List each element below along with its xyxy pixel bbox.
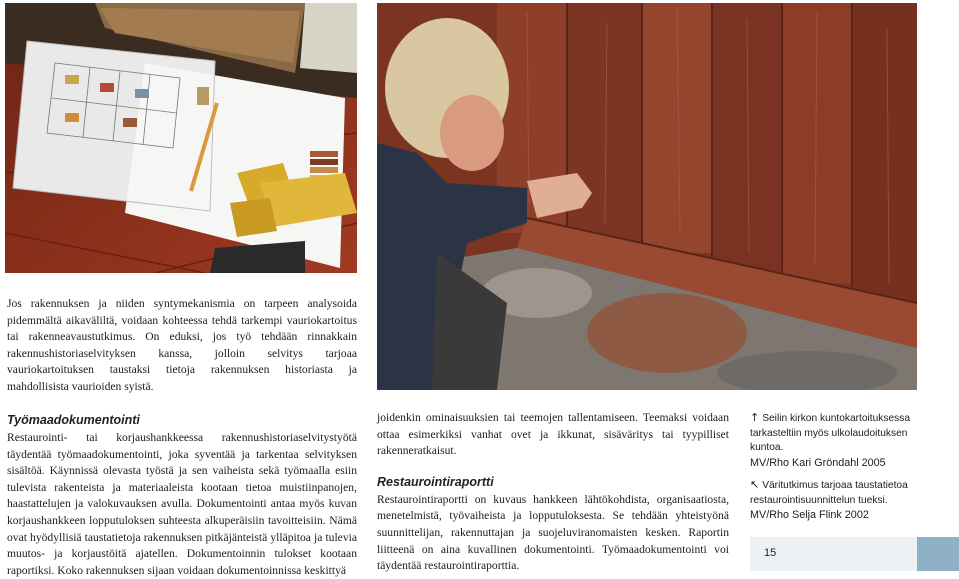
arrow-up-icon: ↑ (750, 411, 760, 424)
wall-inspection-image (377, 3, 917, 390)
color-study-binder-photo (5, 3, 357, 273)
page-number: 15 (764, 547, 777, 559)
section-body-tyomaadokumentointi: Restaurointi- tai korjaushankkeessa rakennushistoriaselvitystyötä täydentää työmaadokumentointi, joka syventää ja tarkentaa selvityksen sisältöä. Käynnissä olevasta työstä ja sen vaiheista sekä työmaalla esiin tulevista rakenteista ja materiaaleista kootaan tietoa muistiinpanojen, haastattelujen ja valokuvauksen avulla. Dokumentointi antaa myös kuvan korjaushankkeen lopputuloksen suhteesta alkuperäisiin tavoitteisiin. Nämä ovat hyödyllisiä taustatietoja rakennuksen pitkäjänteistä ylläpitoa ja tulevia muutos- ja korjaustöitä ajatellen. Dokumentoinnin tulokset kootaan raportiksi. Koko rakennuksen sijaan voidaan dokumentoinnissa keskittyä (7, 431, 357, 577)
page-number-tab (917, 537, 959, 571)
caption-color-study (750, 478, 950, 523)
section-heading-restaurointiraportti: Restaurointiraportti (377, 474, 494, 489)
page-number-band (750, 537, 917, 571)
photo-credit: MV/Rho Selja Flink 2002 (750, 509, 869, 521)
wall-inspection-photo (377, 3, 917, 390)
column2-continuation: joidenkin ominaisuuksien tai teemojen tallentamiseen. Teemaksi voidaan ottaa esimerkiksi vanhat ovet ja ikkunat, sisäväritys tai tyypilliset rakenneratkaisut. (377, 411, 729, 458)
photo-credit: MV/Rho Kari Gröndahl 2005 (750, 456, 886, 469)
color-study-image (5, 3, 357, 273)
caption-line: restaurointisuunnittelun tueksi. (750, 494, 888, 506)
caption-line: Seilin kirkon kuntokartoituksessa (762, 413, 911, 424)
intro-paragraph: Jos rakennuksen ja niiden syntymekanismia on tarpeen analysoida pidemmältä aikaväliltä, voidaan kohteessa tehdä tarkempi vauriokartoitus tai rakenneavaustutkimus. On eduksi, jos työ tehdään rinnakkain rakennushistoriaselvityksen kanssa, jolloin selvitys tarjoaa vauriokartoituksen taustaksi tietoja rakennuksen historiasta ja mahdollisista vaurioiden syistä. (7, 297, 357, 393)
arrow-up-left-icon: ↖ (750, 478, 760, 491)
section-body-restaurointiraportti: Restaurointiraportti on kuvaus hankkeen lähtökohdista, organisaatiosta, menetelmistä, työvaiheista ja lopputuloksesta. Se tehdään yhteistyönä suunnittelijan, rakennuttajan ja suojeluviranomaisten kesken. Raportin liitteenä on aina kuvallinen dokumentointi. Työmaadokumentointi voi täydentää restaurointiraporttia. (377, 492, 729, 573)
caption-line: kuntoa. (750, 442, 784, 453)
captions (750, 411, 950, 523)
caption-line: Väritutkimus tarjoaa taustatietoa (762, 480, 908, 491)
caption-wall-inspection (750, 411, 950, 470)
section-heading-tyomaadokumentointi: Työmaadokumentointi (7, 413, 140, 427)
caption-line: tarkasteltiin myös ulkolaudoituksen (750, 427, 908, 439)
